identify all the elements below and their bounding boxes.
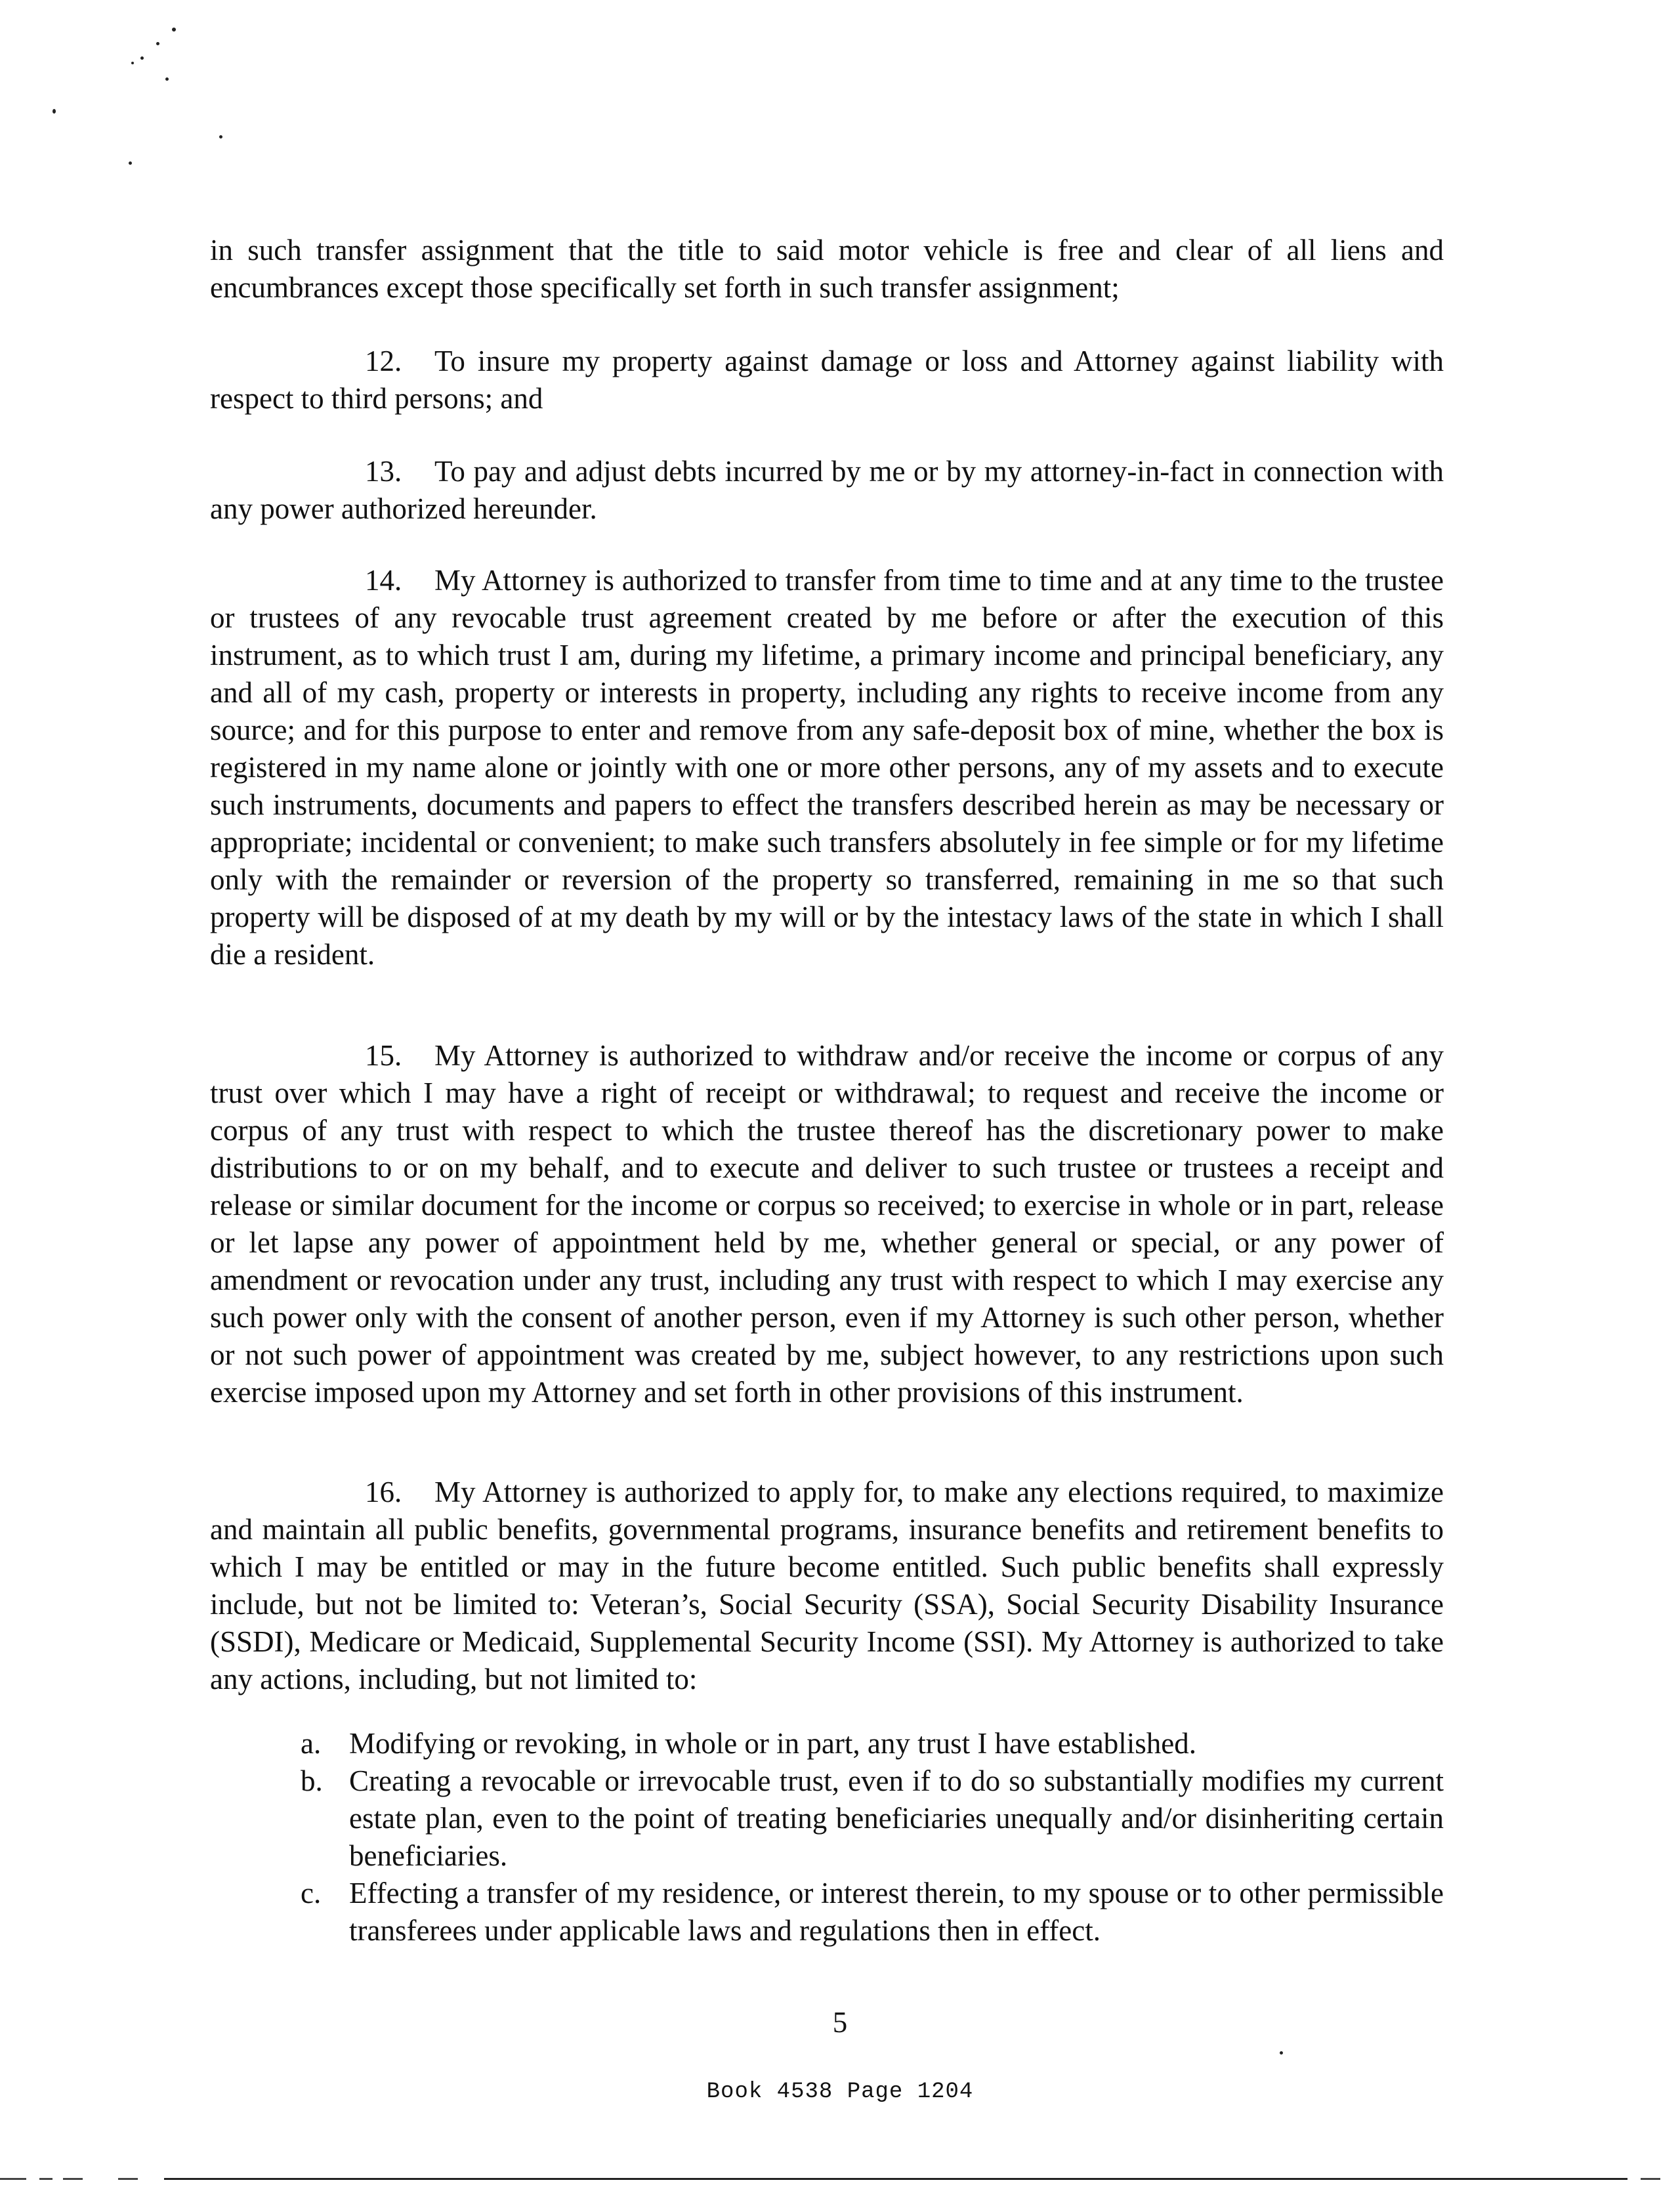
bottom-edge-mark — [63, 2178, 83, 2180]
bottom-edge-mark — [1641, 2178, 1660, 2180]
paragraph-text: My Attorney is authorized to transfer from time to time and at any time to the trustee or trustees of any revocable trust agreement created by me before or after the execution of this instrument, as to which trust I am, during my lifetime, a primary income and principal beneficiary, any and all of my cash, property or interests in property, including any rights to receive income from any source; and for this purpose to enter and remove from any safe-deposit box of mine, whether the box is registered in my name alone or jointly with one or more other persons, any of my assets and to execute such instruments, documents and papers to effect the transfers described herein as may be necessary or appropriate; incidental or convenient; to make such transfers absolutely in fee simple or for my lifetime only with the remainder or reversion of the property so transferred, remaining in me so that such property will be disposed of at my death by my will or by the intestacy laws of the state in which I shall die a resident. — [210, 564, 1444, 971]
scan-speck — [131, 62, 134, 64]
page-number: 5 — [832, 2006, 848, 2039]
paragraph-12 — [210, 343, 1444, 417]
paragraph-text: My Attorney is authorized to withdraw and/or receive the income or corpus of any trust over which I may have a right of receipt or withdrawal; to request and receive the income or corpus of any trust with respect to which the trustee thereof has the discretionary power to make distributions to or on my behalf, and to execute and deliver to such trustee or trustees a receipt and release or similar document for the income or corpus so received; to exercise in whole or in part, release or let lapse any power of appointment held by me, whether general or special, or any power of amendment or revocation under any trust, including any trust with respect to which I may exercise any such power only with the consent of another person, even if my Attorney is such other person, whether or not such power of appointment was created by me, subject however, to any restrictions upon such exercise imposed upon my Attorney and set forth in other provisions of this instrument. — [210, 1039, 1444, 1409]
list-item — [301, 1875, 1444, 1950]
opening-text-block — [210, 232, 1444, 307]
paragraph-number: 16. — [365, 1476, 402, 1508]
sub-item-list — [301, 1725, 1444, 1950]
bottom-edge-mark — [39, 2178, 52, 2180]
paragraph-14 — [210, 562, 1444, 973]
paragraph-number: 15. — [365, 1039, 402, 1072]
book-page-reference: Book 4538 Page 1204 — [706, 2079, 974, 2104]
list-item-text: Creating a revocable or irrevocable trust, even if to do so substantially modifies my current estate plan, even to the point of treating beneficiaries unequally and/or disinheriting certain beneficiaries. — [349, 1764, 1444, 1872]
list-item-text: Effecting a transfer of my residence, or interest therein, to my spouse or to other permissible transferees under applicable laws and regulations then in effect. — [349, 1877, 1444, 1947]
paragraph-text: To insure my property against damage or loss and Attorney against liability with respect to third persons; and — [210, 345, 1444, 415]
paragraph-text: My Attorney is authorized to apply for, to make any elections required, to maximize and maintain all public benefits, governmental programs, insurance benefits and retirement benefits to which I may be entitled or may in the future become entitled. Such public benefits shall expressly include, but not be limited to: Veteran’s, Social Security (SSA), Social Security Disability Insurance (SSDI), Medicare or Medicaid, Supplemental Security Income (SSI). My Attorney is authorized to take any actions, including, but not limited to: — [210, 1476, 1444, 1695]
bottom-edge-mark — [118, 2178, 138, 2180]
scan-speck — [140, 56, 144, 60]
list-item — [301, 1762, 1444, 1875]
list-item-letter: a. — [301, 1727, 322, 1760]
scan-speck — [165, 77, 169, 81]
paragraph-number: 13. — [365, 455, 402, 488]
scan-speck — [219, 135, 222, 139]
list-item-text: Modifying or revoking, in whole or in part, any trust I have established. — [349, 1727, 1196, 1760]
paragraph-number: 12. — [365, 345, 402, 377]
list-item-letter: c. — [301, 1877, 322, 1909]
scan-speck — [172, 28, 176, 32]
scan-speck — [52, 109, 56, 114]
paragraph-13 — [210, 453, 1444, 528]
list-item-letter: b. — [301, 1764, 323, 1797]
paragraph-16 — [210, 1474, 1444, 1698]
scan-speck — [1280, 2051, 1283, 2055]
list-item — [301, 1725, 1444, 1762]
scan-speck — [156, 42, 159, 45]
bottom-edge-mark — [0, 2178, 26, 2180]
paragraph-number: 14. — [365, 564, 402, 597]
paragraph-text: To pay and adjust debts incurred by me or by my attorney-in-fact in connection with any power authorized hereunder. — [210, 455, 1444, 525]
scan-speck — [129, 161, 132, 165]
bottom-rule — [164, 2178, 1628, 2180]
opening-paragraph: in such transfer assignment that the title to said motor vehicle is free and clear of all liens and encumbrances except those specifically set forth in such transfer assignment; — [210, 234, 1444, 304]
paragraph-15 — [210, 1037, 1444, 1411]
